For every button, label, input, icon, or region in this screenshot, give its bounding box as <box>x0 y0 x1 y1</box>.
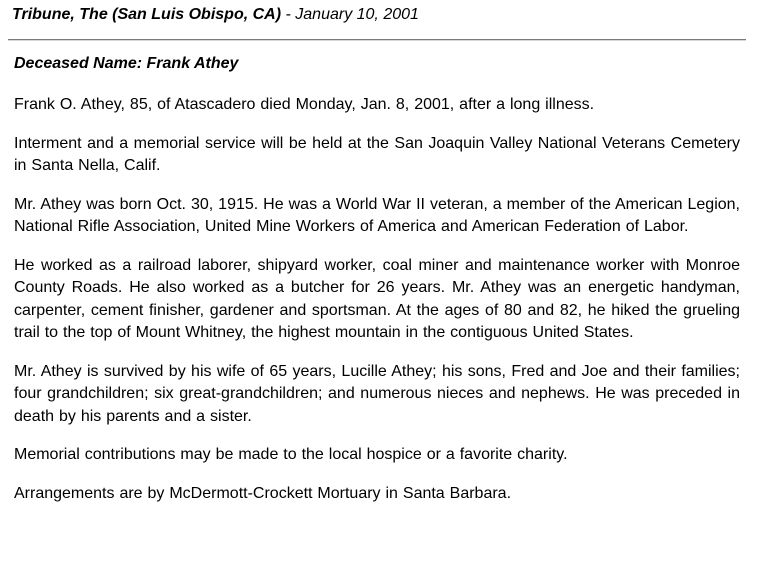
publication-source: Tribune, The (San Luis Obispo, CA) <box>12 6 282 23</box>
document-header <box>12 6 419 24</box>
paragraph-contributions: Memorial contributions may be made to the local hospice or a favorite charity. <box>14 446 568 463</box>
paragraph-career: He worked as a railroad laborer, shipyard worker, coal miner and maintenance worker with Monroe County Roads. He also worked as a butcher for 26 years. Mr. Athey was an energetic handyman, carpenter, cement finisher, gardener and sportsman. At the ages of 80 and 82, he hiked the grueling trail to the top of Mount Whitney, the highest mountain in the contiguous United States. <box>14 256 740 341</box>
paragraph-interment: Interment and a memorial service will be held at the San Joaquin Valley National Veterans Cemetery in Santa Nella, Calif. <box>14 134 740 174</box>
header-separator: - <box>281 6 296 23</box>
paragraph-biography: Mr. Athey was born Oct. 30, 1915. He was a World War II veteran, a member of the American Legion, National Rifle Association, United Mine Workers of America and American Federation of Labor. <box>14 195 740 235</box>
publication-date: January 10, 2001 <box>295 6 419 23</box>
obituary-body <box>14 94 740 521</box>
deceased-name-heading: Deceased Name: Frank Athey <box>14 55 239 72</box>
paragraph-arrangements: Arrangements are by McDermott-Crockett Mortuary in Santa Barbara. <box>14 484 512 502</box>
header-divider <box>8 39 746 41</box>
paragraph-death-notice: Frank O. Athey, 85, of Atascadero died Monday, Jan. 8, 2001, after a long illness. <box>14 96 595 113</box>
paragraph-survivors: Mr. Athey is survived by his wife of 65 years, Lucille Athey; his sons, Fred and Joe and their families; four grandchildren; six great-grandchildren; and numerous nieces and nephews. He was preceded in death by his parents and a sister. <box>14 362 740 425</box>
